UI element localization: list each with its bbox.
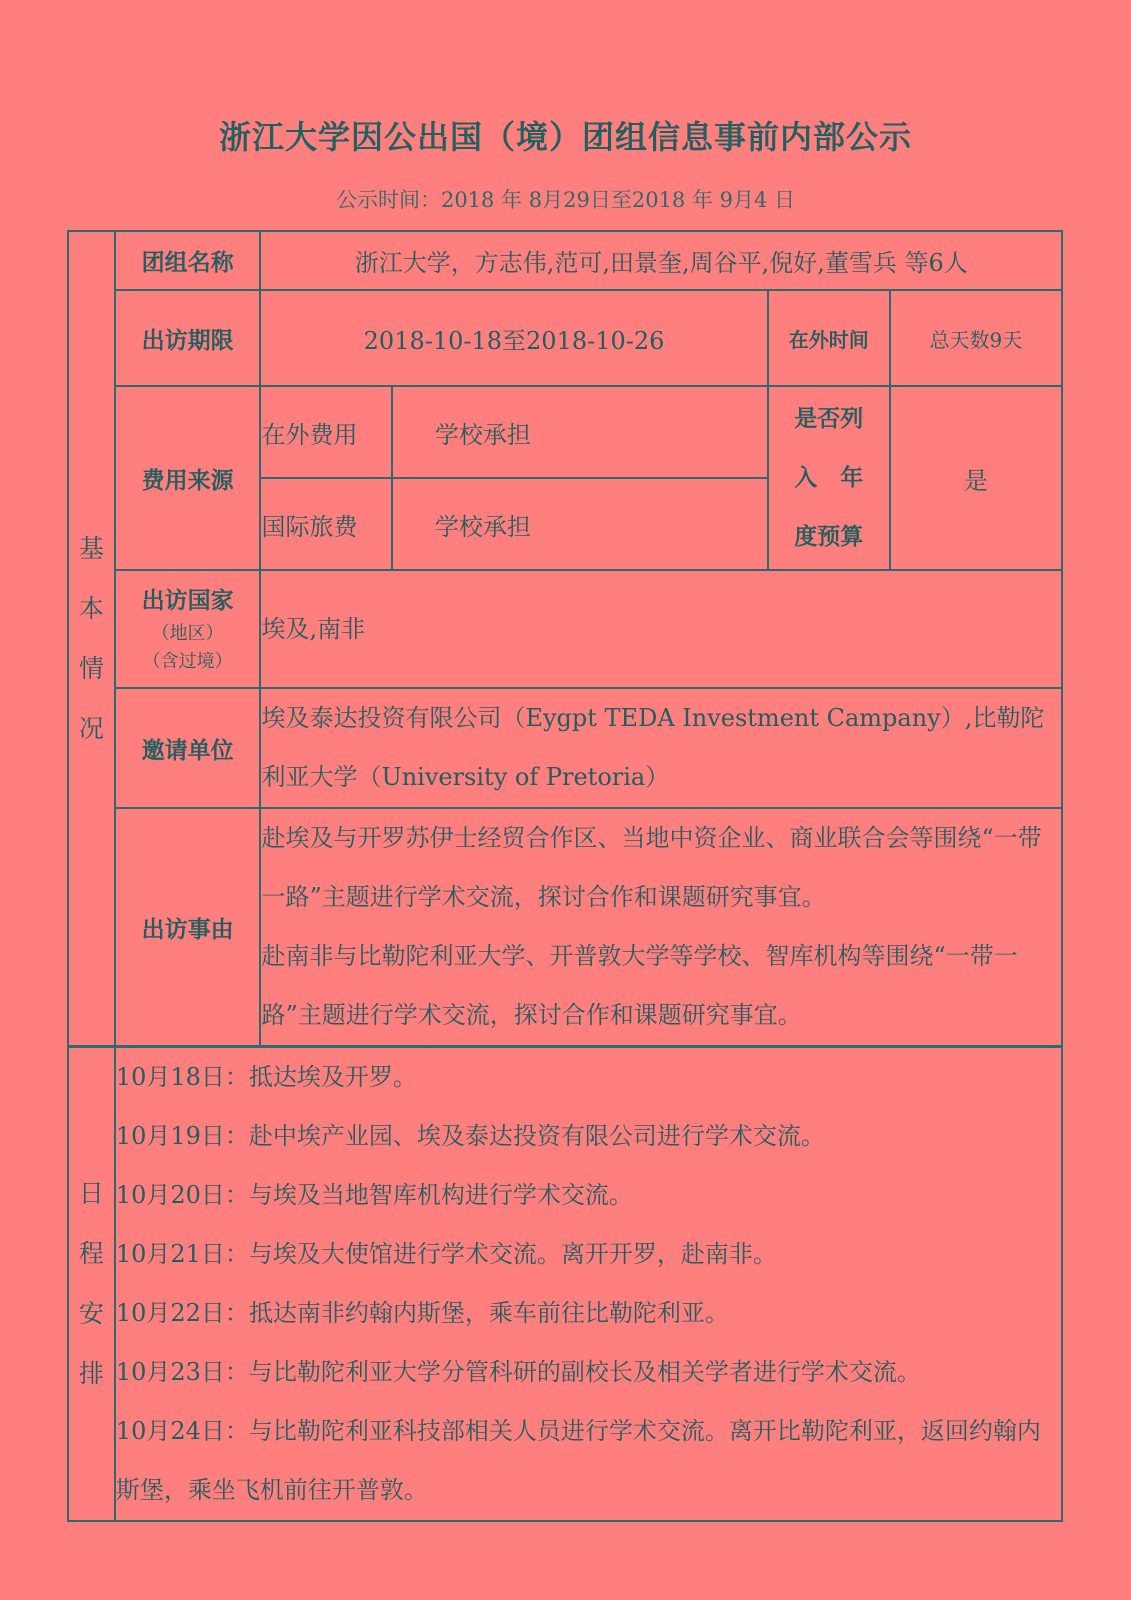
info-table: [67, 230, 1063, 1522]
schedule-item: 10月24日：与比勒陀利亚科技部相关人员进行学术交流。离开比勒陀利亚，返回约翰内斯堡，乘坐飞机前往开普敦。: [115, 1417, 1041, 1504]
section-basic-char: 情: [78, 653, 104, 683]
schedule-item: 10月20日：与埃及当地智库机构进行学术交流。: [115, 1181, 633, 1209]
schedule-item: 10月21日：与埃及大使馆进行学术交流。离开开罗，赴南非。: [115, 1240, 777, 1268]
funding-label: 费用来源: [115, 386, 261, 570]
visit-period-value: 2018-10-18至2018-10-26: [260, 290, 767, 386]
group-name-value: 浙江大学，方志伟,范可,田景奎,周谷平,倪好,董雪兵 等6人: [260, 231, 1062, 290]
schedule-item: 10月23日：与比勒陀利亚大学分管科研的副校长及相关学者进行学术交流。: [115, 1358, 921, 1386]
days-abroad-label: 在外时间: [768, 290, 890, 386]
section-basic-char: 本: [78, 593, 104, 623]
page-title: 浙江大学因公出国（境）团组信息事前内部公示: [218, 118, 912, 156]
schedule-item: 10月18日：抵达埃及开罗。: [115, 1063, 417, 1091]
row-funding-abroad: [68, 386, 1062, 478]
section-schedule-char: 排: [78, 1359, 104, 1388]
section-schedule-char: 日: [78, 1179, 104, 1208]
publish-time: 公示时间：2018 年 8月29日至2018 年 9月4 日: [335, 188, 796, 212]
schedule-item: 10月19日：赴中埃产业园、埃及泰达投资有限公司进行学术交流。: [115, 1122, 825, 1150]
countries-label-sub: （地区）: [151, 623, 224, 644]
row-countries: [68, 570, 1062, 688]
inviter-label: 邀请单位: [115, 688, 261, 808]
purpose-paragraph: 赴埃及与开罗苏伊士经贸合作区、当地中资企业、商业联合会等围绕“一带一路”主题进行学术交流，探讨合作和课题研究事宜。: [261, 824, 1042, 911]
section-schedule-char: 程: [78, 1239, 104, 1268]
budget-value: 是: [890, 386, 1062, 570]
countries-value: 埃及,南非: [260, 570, 1062, 688]
countries-label: [115, 570, 261, 688]
section-basic-char: 况: [78, 713, 104, 743]
countries-label-main: 出访国家: [141, 588, 234, 614]
visit-period-label: 出访期限: [115, 290, 261, 386]
schedule-list: [115, 1047, 1062, 1522]
section-schedule-char: 安: [78, 1299, 104, 1328]
travel-cost-value: 学校承担: [392, 478, 768, 570]
abroad-cost-value: 学校承担: [392, 386, 768, 478]
schedule-item: 10月22日：抵达南非约翰内斯堡，乘车前往比勒陀利亚。: [115, 1299, 729, 1327]
budget-label-line: 度预算: [794, 523, 864, 550]
group-name-label: 团组名称: [115, 231, 261, 290]
travel-cost-label: 国际旅费: [260, 478, 391, 570]
budget-label-line: 入 年: [794, 464, 864, 491]
section-schedule: [68, 1047, 115, 1522]
days-abroad-value: 总天数9天: [890, 290, 1062, 386]
section-basic-char: 基: [78, 533, 104, 563]
row-schedule: [68, 1047, 1062, 1522]
purpose-label: 出访事由: [115, 808, 261, 1047]
abroad-cost-label: 在外费用: [260, 386, 391, 478]
row-inviter: [68, 688, 1062, 808]
inviter-value: 埃及泰达投资有限公司（Eygpt TEDA Investment Campany）,比勒陀利亚大学（University of Pretoria）: [260, 688, 1062, 808]
row-group-name: [68, 231, 1062, 290]
purpose-paragraph: 赴南非与比勒陀利亚大学、开普敦大学等学校、智库机构等围绕“一带一路”主题进行学术交流，探讨合作和课题研究事宜。: [261, 942, 1018, 1029]
countries-label-sub: （含过境）: [142, 651, 233, 672]
section-basic-info: [68, 231, 115, 1047]
row-visit-period: [68, 290, 1062, 386]
purpose-value: [260, 808, 1062, 1047]
row-purpose: [68, 808, 1062, 1047]
budget-label: [768, 386, 890, 570]
budget-label-line: 是否列: [794, 405, 864, 432]
